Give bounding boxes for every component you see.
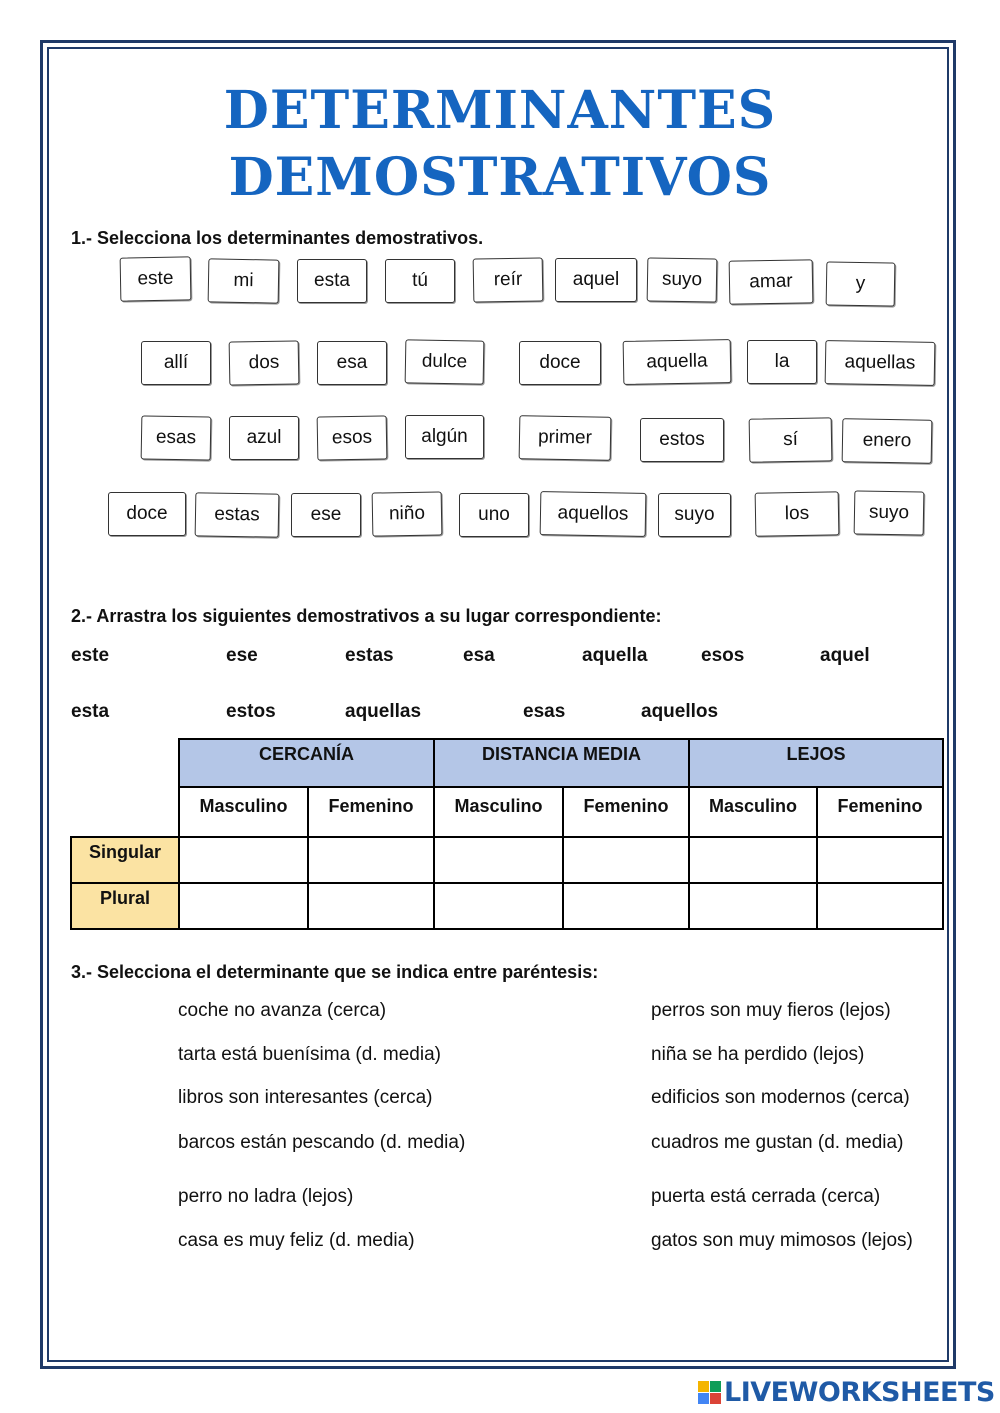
word-box[interactable]: esas — [141, 415, 212, 460]
word-box[interactable]: uno — [459, 493, 529, 537]
drop-cell[interactable] — [689, 883, 817, 929]
word-box[interactable]: sí — [749, 417, 833, 462]
drop-cell[interactable] — [179, 837, 308, 883]
drag-word[interactable]: aquella — [582, 645, 648, 666]
drop-cell[interactable] — [179, 883, 308, 929]
word-box[interactable]: algún — [405, 415, 484, 459]
drag-word[interactable]: esas — [523, 701, 566, 722]
word-box[interactable]: esa — [317, 341, 387, 385]
liveworksheets-logo — [698, 1377, 995, 1408]
word-box[interactable]: mi — [208, 258, 280, 303]
word-box[interactable]: este — [120, 256, 192, 301]
word-box[interactable]: doce — [108, 492, 186, 536]
word-box[interactable]: aquella — [623, 339, 732, 385]
drop-cell[interactable] — [563, 883, 689, 929]
word-box[interactable]: amar — [729, 259, 814, 304]
sentence-right: perros son muy fieros (lejos) — [651, 1000, 891, 1021]
word-box[interactable]: enero — [842, 418, 933, 464]
word-box[interactable]: aquel — [555, 258, 637, 302]
drag-word[interactable]: esa — [463, 645, 495, 666]
sentence-right: niña se ha perdido (lejos) — [651, 1044, 865, 1065]
drop-cell[interactable] — [817, 883, 943, 929]
word-box[interactable]: la — [747, 340, 817, 384]
word-box[interactable]: niño — [372, 491, 443, 536]
word-box[interactable]: esta — [297, 259, 367, 303]
sentence-left: coche no avanza (cerca) — [178, 1000, 387, 1021]
logo-text: LIVEWORKSHEETS — [724, 1377, 995, 1408]
table-corner — [71, 787, 179, 837]
word-box[interactable]: primer — [519, 415, 612, 461]
sentence-left: libros son interesantes (cerca) — [178, 1087, 433, 1108]
drag-word[interactable]: ese — [226, 645, 258, 666]
word-box[interactable]: ese — [291, 493, 361, 537]
section3-heading: 3.- Selecciona el determinante que se indica entre paréntesis: — [71, 962, 599, 982]
liveworksheets-logo-icon — [698, 1381, 722, 1405]
drop-cell[interactable] — [817, 837, 943, 883]
drop-cell[interactable] — [308, 883, 434, 929]
drag-word[interactable]: este — [71, 645, 110, 666]
table-corner — [71, 739, 179, 787]
subheader-gender: Masculino — [689, 787, 817, 837]
word-box[interactable]: estos — [640, 418, 724, 462]
word-box[interactable]: reír — [473, 257, 544, 302]
header-cercania: CERCANÍA — [179, 739, 434, 787]
word-box[interactable]: azul — [229, 416, 299, 460]
word-box[interactable]: esos — [317, 415, 388, 460]
sentence-right: gatos son muy mimosos (lejos) — [651, 1230, 913, 1251]
sentence-right: edificios son modernos (cerca) — [651, 1087, 910, 1108]
word-box[interactable]: aquellas — [825, 340, 936, 386]
row-label-singular: Singular — [71, 837, 179, 883]
drag-word[interactable]: aquellos — [641, 701, 719, 722]
drop-cell[interactable] — [308, 837, 434, 883]
sentence-left: casa es muy feliz (d. media) — [178, 1230, 415, 1251]
word-box[interactable]: dulce — [405, 339, 485, 384]
word-box[interactable]: allí — [141, 341, 211, 385]
sentence-left: perro no ladra (lejos) — [178, 1186, 354, 1207]
drag-word[interactable]: esta — [71, 701, 110, 722]
drag-word[interactable]: estas — [345, 645, 394, 666]
word-box[interactable]: suyo — [647, 257, 718, 302]
header-distancia-media: DISTANCIA MEDIA — [434, 739, 689, 787]
page-title-line2: DEMOSTRATIVOS — [228, 147, 772, 208]
word-box[interactable]: estas — [195, 492, 280, 537]
section2-heading: 2.- Arrastra los siguientes demostrativos a su lugar correspondiente: — [71, 606, 662, 626]
header-lejos: LEJOS — [689, 739, 943, 787]
word-box[interactable]: dos — [229, 340, 300, 385]
drag-word[interactable]: estos — [226, 701, 276, 722]
section1-heading: 1.- Selecciona los determinantes demostrativos. — [71, 228, 484, 248]
word-box[interactable]: y — [826, 261, 896, 306]
word-box[interactable]: suyo — [658, 493, 731, 537]
sentence-right: cuadros me gustan (d. media) — [651, 1132, 904, 1153]
drop-cell[interactable] — [434, 837, 563, 883]
demonstratives-table — [70, 738, 944, 930]
drop-cell[interactable] — [434, 883, 563, 929]
word-box[interactable]: tú — [385, 259, 455, 303]
word-box[interactable]: aquellos — [540, 491, 647, 537]
word-box[interactable]: doce — [519, 341, 601, 385]
row-label-plural: Plural — [71, 883, 179, 929]
drop-cell[interactable] — [563, 837, 689, 883]
sentence-right: puerta está cerrada (cerca) — [651, 1186, 881, 1207]
drag-word[interactable]: esos — [701, 645, 745, 666]
word-box[interactable]: los — [755, 491, 840, 536]
word-box[interactable]: suyo — [854, 490, 925, 535]
subheader-gender: Masculino — [179, 787, 308, 837]
drop-cell[interactable] — [689, 837, 817, 883]
subheader-gender: Femenino — [817, 787, 943, 837]
sentence-left: tarta está buenísima (d. media) — [178, 1044, 441, 1065]
subheader-gender: Femenino — [308, 787, 434, 837]
sentence-left: barcos están pescando (d. media) — [178, 1132, 466, 1153]
subheader-gender: Masculino — [434, 787, 563, 837]
page-title-line1: DETERMINANTES — [223, 80, 777, 141]
drag-word[interactable]: aquellas — [345, 701, 422, 722]
drag-word[interactable]: aquel — [820, 645, 870, 666]
subheader-gender: Femenino — [563, 787, 689, 837]
